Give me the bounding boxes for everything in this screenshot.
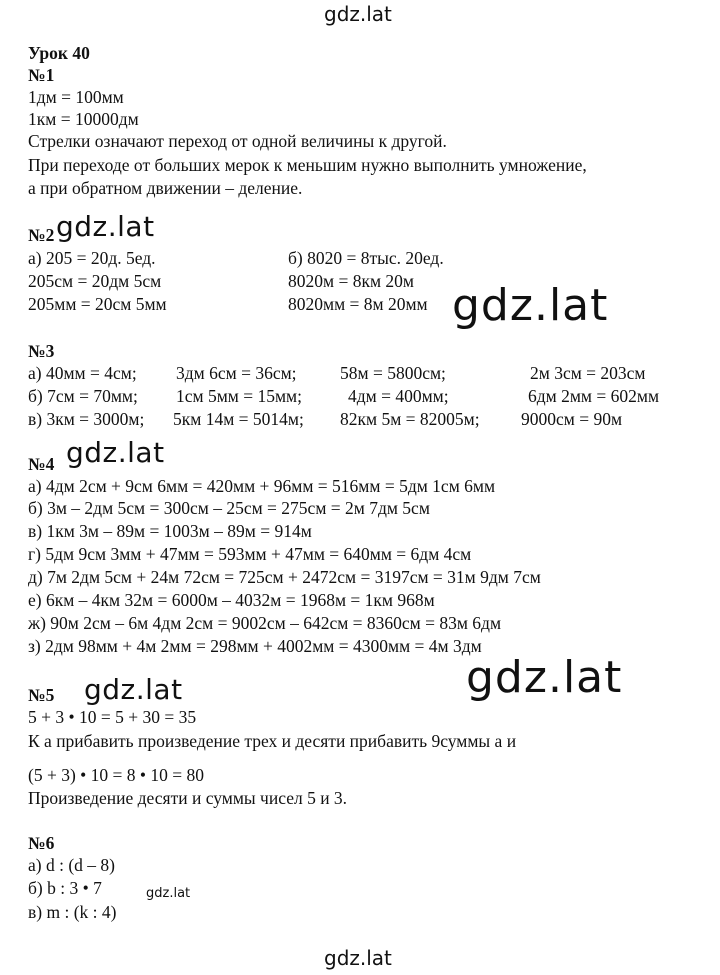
s1-line: 1км = 10000дм: [28, 109, 139, 129]
watermark-s5-right: gdz.lat: [466, 652, 623, 703]
watermark-s4: gdz.lat: [66, 436, 165, 469]
s6-line: а) d : (d – 8): [28, 855, 115, 875]
s6-line: в) m : (k : 4): [28, 902, 117, 922]
s2-left-line: 205см = 20дм 5см: [28, 271, 162, 291]
section-1-heading: №1: [28, 65, 55, 85]
s4-line: д) 7м 2дм 5см + 24м 72см = 725см + 2472см = 3197см = 31м 9дм 7см: [28, 567, 541, 587]
s2-right-line: б) 8020 = 8тыс. 20ед.: [288, 248, 444, 268]
s1-line: Стрелки означают переход от одной величины к другой.: [28, 131, 447, 151]
s4-line: а) 4дм 2см + 9см 6мм = 420мм + 96мм = 516мм = 5дм 1см 6мм: [28, 476, 496, 496]
section-2-heading: №2: [28, 225, 55, 245]
s4-line: е) 6км – 4км 32м = 6000м – 4032м = 1968м = 1км 968м: [28, 590, 435, 610]
s3-cell: б) 7см = 70мм;: [28, 386, 138, 406]
section-6-heading: №6: [28, 833, 55, 853]
watermark-top: gdz.lat: [324, 2, 392, 26]
s3-cell: 5км 14м = 5014м;: [173, 409, 304, 429]
s2-left-line: 205мм = 20см 5мм: [28, 294, 167, 314]
s3-cell: 82км 5м = 82005м;: [340, 409, 480, 429]
s3-cell: 2м 3см = 203см: [530, 363, 646, 383]
watermark-s2: gdz.lat: [56, 210, 155, 243]
section-4-heading: №4: [28, 454, 55, 474]
s2-right-line: 8020м = 8км 20м: [288, 271, 414, 291]
s5-line: Произведение десяти и суммы чисел 5 и 3.: [28, 788, 348, 808]
lesson-title: Урок 40: [28, 43, 90, 63]
s3-cell: 4дм = 400мм;: [348, 386, 449, 406]
s2-left-line: а) 205 = 20д. 5ед.: [28, 248, 156, 268]
s3-cell: 58м = 5800см;: [340, 363, 446, 383]
s4-line: б) 3м – 2дм 5см = 300см – 25см = 275см = 2м 7дм 5см: [28, 498, 430, 518]
s5-line: К а прибавить произведение трех и десяти прибавить 9суммы а и: [28, 731, 517, 751]
s4-line: з) 2дм 98мм + 4м 2мм = 298мм + 4002мм = 4300мм = 4м 3дм: [28, 636, 482, 656]
watermark-bottom: gdz.lat: [324, 946, 392, 970]
s3-cell: 6дм 2мм = 602мм: [528, 386, 660, 406]
s1-line: а при обратном движении – деление.: [28, 178, 303, 198]
s3-cell: 1см 5мм = 15мм;: [176, 386, 302, 406]
s3-cell: в) 3км = 3000м;: [28, 409, 145, 429]
section-5-heading: №5: [28, 685, 55, 705]
s4-line: в) 1км 3м – 89м = 1003м – 89м = 914м: [28, 521, 312, 541]
s4-line: ж) 90м 2см – 6м 4дм 2см = 9002см – 642см = 8360см = 83м 6дм: [28, 613, 502, 633]
s5-line: (5 + 3) • 10 = 8 • 10 = 80: [28, 765, 205, 785]
s3-cell: 3дм 6см = 36см;: [176, 363, 297, 383]
s4-line: г) 5дм 9см 3мм + 47мм = 593мм + 47мм = 640мм = 6дм 4см: [28, 544, 472, 564]
watermark-s2-right: gdz.lat: [452, 280, 609, 331]
s2-right-line: 8020мм = 8м 20мм: [288, 294, 428, 314]
s1-line: При переходе от больших мерок к меньшим нужно выполнить умножение,: [28, 155, 587, 175]
s1-line: 1дм = 100мм: [28, 87, 124, 107]
watermark-s5: gdz.lat: [84, 673, 183, 706]
s5-line: 5 + 3 • 10 = 5 + 30 = 35: [28, 707, 197, 727]
section-3-heading: №3: [28, 341, 55, 361]
s3-cell: 9000см = 90м: [521, 409, 623, 429]
s6-line: б) b : 3 • 7: [28, 878, 102, 898]
watermark-s6: gdz.lat: [146, 886, 191, 901]
s3-cell: а) 40мм = 4см;: [28, 363, 137, 383]
